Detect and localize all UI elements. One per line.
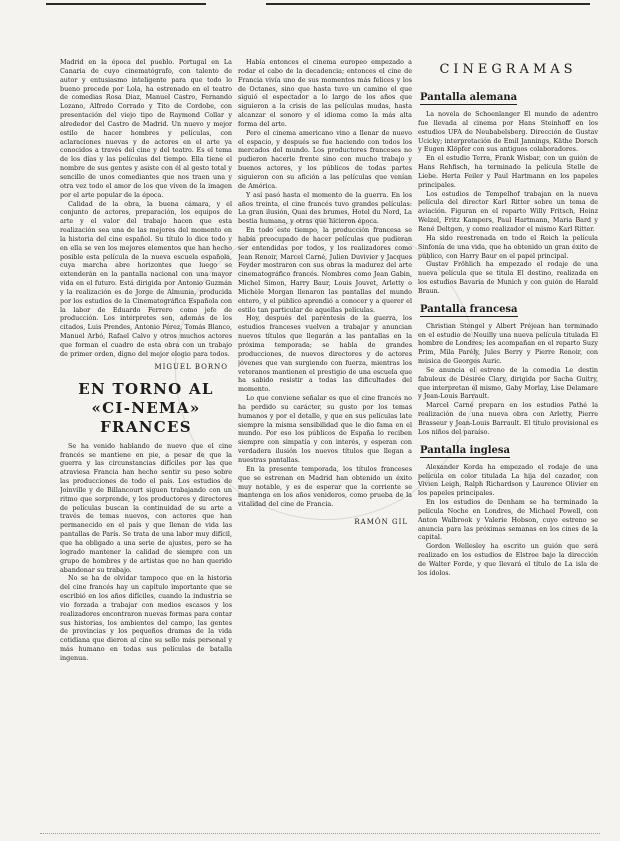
- news-item: Los estudios de Tempelhof trabajan en la nueva película del director Karl Ritter sobre un tema de aviación. Figuran en el reparto Willy Fritsch, Heinz Welzel, Fritz Kampers, Paul Hartmann, Maria Bard y René Deltgen, y como realizador el mismo Karl Ritter.: [418, 189, 598, 233]
- article-paragraph: En todo este tiempo, la producción francesa se había preocupado de hacer películas que pudieran ser entendidas por todos, y los realizadores como Jean Renoir, Marcel Carné, Julien Duvivier y Jacques Feyder mostraron con sus obras la madurez del arte cinematográfico francés. Nombres como Jean Gabin, Michel Simon, Harry Baur, Louis Jouvet, Arletty o Michèle Morgan llenaron las pantallas del mundo entero, y el público aprendió a conocer y a querer el estilo tan particular de aquellas películas.: [238, 226, 412, 314]
- article-paragraph: Había entonces el cinema europeo empezado a rodar el cabo de la decadencia; entonces el cine de Francia vivía uno de sus momentos más felices y los de Octanes, sino que hasta tuvo un camino el que siguió el espectador a lo largo de los años que siguieron a la crisis de las películas mudas, hasta alcanzar el sonoro y el idioma como la más alta forma del arte.: [238, 58, 412, 128]
- news-item: Gustav Fröhlich ha empezado el rodaje de una nueva película que se titula El destino, realizada en los estudios Bavaria de Munich y con guión de Harald Braun.: [418, 260, 598, 295]
- article-paragraph: Pero el cinema americano vino a llenar de nuevo el espacio, y después se fue haciendo con todos los mercados del mundo. Los productores franceses no pudieron hacerle frente sino con mucho trabajo y buenos actores, y los públicos de todas partes siguieron con su afición a las películas que venían de América.: [238, 128, 412, 190]
- news-item: Alexander Korda ha empezado el rodaje de una película en color titulada La hija del cazador, con Vivien Leigh, Ralph Richardson y Laurence Olivier en los papeles principales.: [418, 462, 598, 498]
- news-item: Gordon Wellesley ha escrito un guión que será realizado en los estudios de Elstree bajo la dirección de Walter Forde, y que llevará el título de La isla de los ídolos.: [418, 542, 598, 577]
- top-rule: [46, 3, 590, 5]
- news-item: En el estudio Terra, Frank Wisbar, con un guión de Hans Rehfisch, ha terminado la película Stelle de Liebe. Herta Feiler y Paul Hartmann en los papeles principales.: [418, 154, 598, 189]
- news-item: Se anuncia el estreno de la comedia Le destin fabuleux de Désirée Clary, dirigida por Sacha Guitry, que interpretan él mismo, Gaby Morlay, Lise Delamare y Jean-Louis Barrault.: [418, 365, 598, 401]
- column-right: [418, 58, 598, 827]
- article-paragraph: Lo que conviene señalar es que el cine francés no ha perdido su carácter, su gusto por los temas humanos y por el detalle, y que en sus películas late siempre la misma sensibilidad que le dio fama en el mundo. Por eso los públicos de España lo reciben siempre con simpatía y con interés, y esperan con verdadera ilusión los nuevos títulos que llegan a nuestras pantallas.: [238, 394, 412, 464]
- article-paragraph: Hoy, después del paréntesis de la guerra, los estudios franceses vuelven a trabajar y anuncian nuevos títulos que llegarán a las pantallas en la próxima temporada; se habla de grandes producciones, de nuevos directores y de actores jóvenes que van surgiendo con fuerza, mientras los veteranos mantienen el prestigio de una escuela que ha sabido resistir a todas las dificultades del momento.: [238, 314, 412, 394]
- column-left: [60, 58, 232, 827]
- subsection-heading: Pantalla francesa: [420, 303, 518, 315]
- article-headline: EN TORNO AL «CI-NEMA» FRANCES: [78, 379, 214, 436]
- subsection-heading: Pantalla alemana: [420, 92, 518, 103]
- bottom-edge-marks: [40, 833, 600, 837]
- news-item: Christian Stengel y Albert Préjean han terminado en el estudio de Neuilly una nueva película titulada El hombre de Londres; les acompañan en el reparto Suzy Prim, Mila Parély, Jules Berry y Pierre Renoir, con música de Georges Auric.: [418, 321, 598, 366]
- article-paragraph: No se ha de olvidar tampoco que en la historia del cine francés hay un capítulo importante que se escribió en los años difíciles, cuando la industria se vio forzada a trabajar con medios escasos y los realizadores encontraron nuevas formas para contar sus historias, los ambientes del campo, las gentes de provincias y los pequeños dramas de la vida cotidiana que dieron al cine su sello más personal y más humano en todas sus películas de batalla ingenua.: [60, 574, 232, 662]
- article-signature: MIGUEL BORNO: [154, 362, 228, 371]
- article-signature: RAMÓN GIL: [354, 518, 408, 527]
- news-item: En los estudios de Denham se ha terminado la película Noche en Londres, de Michael Powell, con Anton Walbrook y Valerie Hobson, cuyo estreno se anuncia para las próximas semanas en los cines de la capital.: [418, 498, 598, 542]
- article-paragraph: Calidad de la obra, la buena cámara, y el conjunto de actores, preparación, los equipos de arte y el valor del trabajo hacen que esta realización sea una de las mejores del momento en la historia del cine español. Su título lo dice todo y en ella se ven los mejores elementos que han hecho posible esta película de la nueva escuela española, cuya marcha abre horizontes que luego se extenderán en la pantalla nacional con una mayor vida en el futuro. Está dirigida por Antonio Guzmán y la realización es de Jorge de Almunia, producida por los estudios de la Cinematográfica Española con la labor de Eduardo Ferrero como jefe de producción. Los intérpretes son, además de los citados, Luis Prendes, Antonio Pérez, Tomás Blanco, Manuel Arbó, Rafael Calvo y otros muchos actores que forman el cuadro de esta obra con un trabajo de primer orden, digno del mejor elogio para todos.: [60, 199, 232, 358]
- section-masthead: CINEGRAMAS: [439, 62, 577, 77]
- column-middle: [238, 58, 412, 827]
- news-item: Ha sido reestrenada en todo el Reich la película Sinfonía de una vida, que ha obtenido un gran éxito de público, con Harry Baur en el papel principal.: [418, 233, 598, 260]
- news-item: La novela de Schoenlanger El mundo de adentro fue llevada al cinema por Hans Steinhoff en los estudios UFA de Neubabelsberg. Dirección de Gustav Ucicky; interpretación de Emil Jannings, Käthe Dorsch y Eugen Klöpfer con sus antiguos colaboradores.: [418, 110, 598, 154]
- article-paragraph: Madrid en la época del pueblo. Portugal en La Canaria de cuyo cinematógrafo, con talento de autor y entusiasmo inteligente para que todo lo bueno precede por Lola, ha estrenado en el teatro de comedias Rosa Diaz, Manuel Castro, Fernando Lozano, Alfredo Corrado y Tito de Cordobe, con presentación del viejo tipo de Raymond Collar y alrededor del Castro de Madrid. Un nuevo y mejor estilo de hacer hombres y películas, con aclaraciones nuevas y de actores en el arte ya conocidos a través del cine y del teatro. Es el tema de los días y las películas del tiempo. Ella tiene el nombre de sus gentes y asiste con él al gesto total y sencillo de unos comediantes que nos traen una y otra vez todo el amor de los que viven de la imagen por el arte popular de la época.: [60, 58, 232, 199]
- subsection-heading: Pantalla inglesa: [420, 444, 510, 456]
- article-paragraph: En la presente temporada, los títulos franceses que se estrenan en Madrid han obtenido un éxito muy notable, y es de esperar que la corriente se mantenga en los años venideros, como prueba de la vitalidad del cine de Francia.: [238, 464, 412, 509]
- article-paragraph: Y así pasó hasta el momento de la guerra. En los años treinta, el cine francés tuvo grandes películas: La gran ilusión, Quai des brumes, Hotel du Nord, La bestia humana, y otras que hicieron época.: [238, 190, 412, 226]
- news-item: Marcel Carné prepara en los estudios Pathé la realización de una nueva obra con Arletty, Pierre Brasseur y Jean-Louis Barrault. El título provisional es Los niños del paraíso.: [418, 401, 598, 436]
- article-paragraph: Se ha venido hablando de nuevo que el cine francés se mantiene en pie, a pesar de que la guerra y las circunstancias difíciles por las que atraviesa Francia han hecho sentir su peso sobre las producciones de todo el país. Los estudios de Joinville y de Billancourt siguen trabajando con un ritmo que sorprende, y los productores y directores de películas buscan la continuidad de su arte a través de temas nuevos, con actores que han permanecido en el país y que llenan de vida las pantallas de París. Se trata de una labor muy difícil, que ha obligado a una serie de ajustes, pero se ha logrado mantener la calidad de siempre con un grupo de hombres y de artistas que no han querido abandonar su trabajo.: [60, 441, 232, 574]
